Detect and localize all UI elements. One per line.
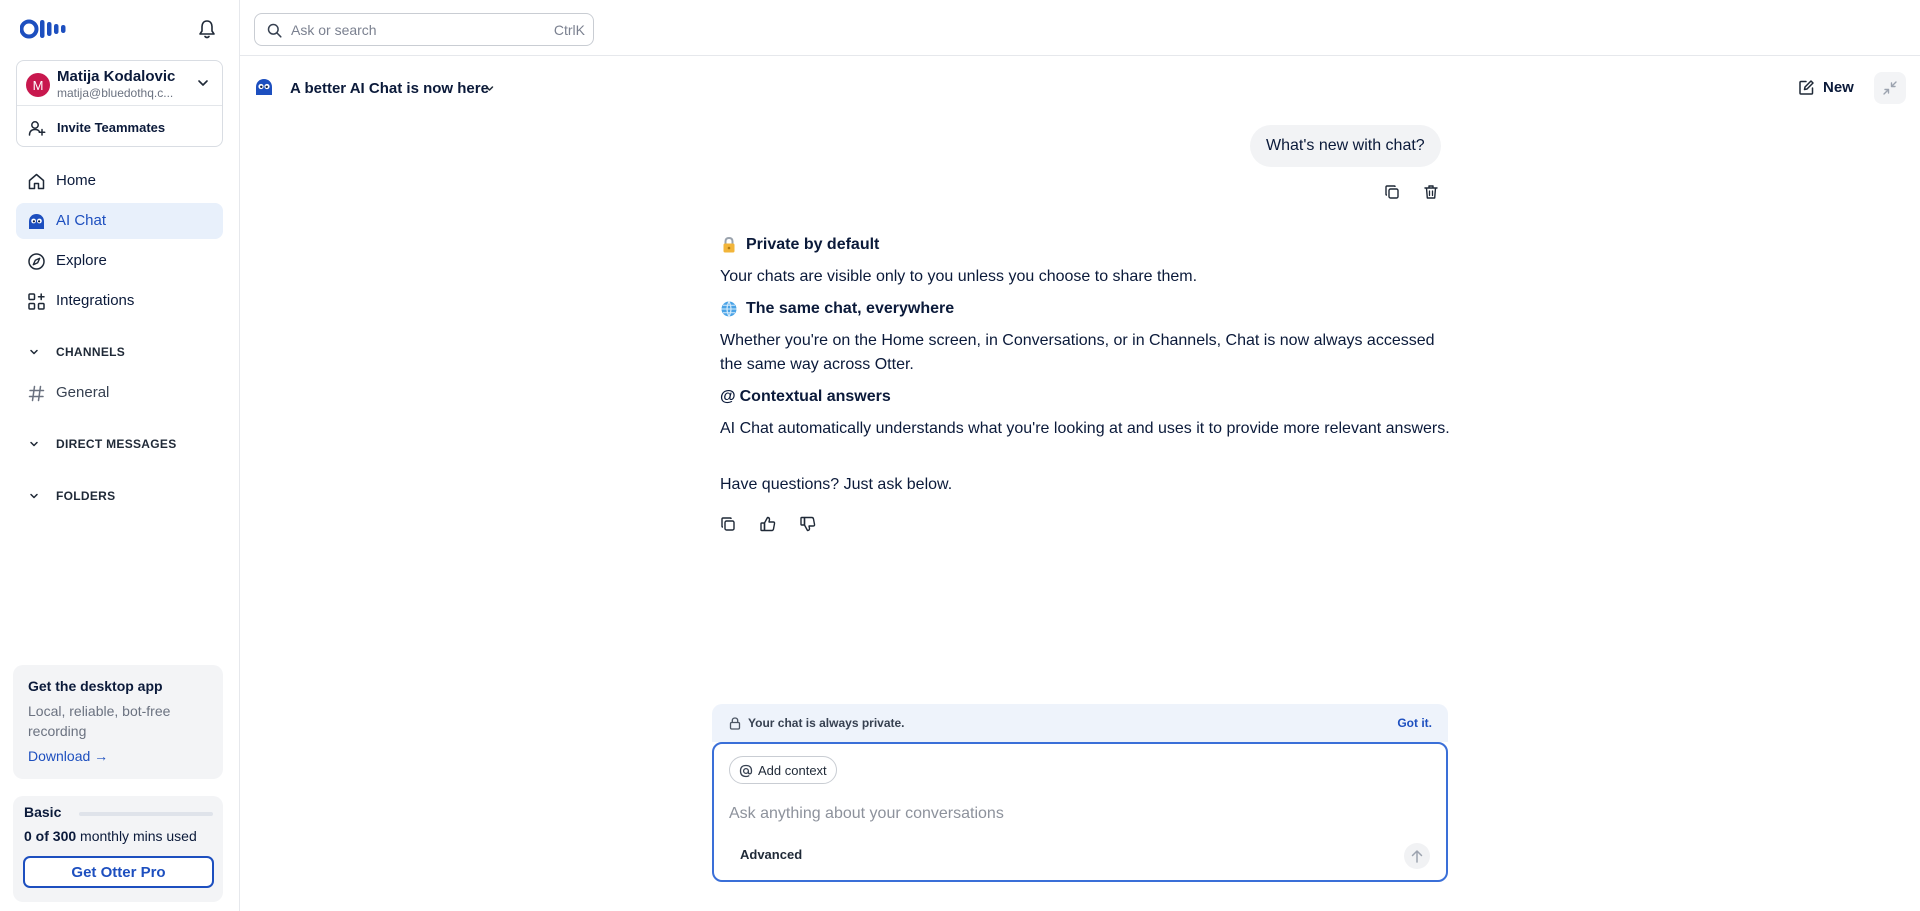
invite-teammates-label: Invite Teammates — [57, 120, 166, 135]
download-link[interactable]: Download → — [28, 748, 109, 764]
plan-card — [13, 796, 223, 902]
collapse-panel-button[interactable] — [1874, 72, 1906, 104]
chat-message-input[interactable] — [729, 802, 1419, 826]
answer-heading-everywhere — [720, 297, 954, 321]
section-label: DIRECT MESSAGES — [56, 437, 177, 451]
ai-chat-otter-icon — [27, 212, 46, 231]
section-label: CHANNELS — [56, 345, 126, 359]
answer-paragraph: AI Chat automatically understands what you're looking at and uses it to provide more relevant answers. — [720, 420, 1450, 437]
search-input[interactable] — [291, 20, 521, 40]
answer-heading-text: The same chat, everywhere — [746, 300, 955, 317]
compass-icon — [27, 252, 46, 271]
get-otter-pro-button[interactable]: Get Otter Pro — [23, 856, 214, 888]
sidebar-item-label: Home — [56, 172, 97, 189]
answer-heading-contextual — [720, 385, 891, 409]
section-channels-toggle[interactable] — [16, 340, 223, 364]
edit-icon — [1798, 79, 1815, 96]
sidebar-item-ai-chat[interactable] — [16, 203, 223, 239]
promo-title: Get the desktop app — [28, 678, 163, 694]
invite-teammates-button[interactable] — [17, 107, 222, 147]
section-folders-toggle[interactable] — [16, 484, 223, 508]
plan-name: Basic — [24, 804, 62, 820]
thumbs-up-icon[interactable] — [759, 515, 777, 533]
account-name: Matija Kodalovic — [57, 68, 176, 85]
promo-description: Local, reliable, bot-free recording — [28, 703, 171, 739]
answer-heading-private — [720, 233, 879, 257]
usage-text — [24, 828, 197, 844]
sidebar — [0, 0, 240, 911]
hashtag-icon — [27, 384, 46, 403]
globe-emoji-icon — [720, 300, 738, 318]
search-shortcut-hint: CtrlK — [553, 22, 585, 38]
section-direct-messages-toggle[interactable] — [16, 432, 223, 456]
usage-suffix: monthly mins used — [76, 828, 197, 844]
add-user-icon — [28, 119, 46, 137]
answer-heading-text: Private by default — [746, 236, 880, 253]
sidebar-item-integrations[interactable] — [16, 283, 223, 319]
chevron-down-icon — [28, 346, 40, 358]
chevron-down-icon — [28, 438, 40, 450]
sidebar-item-label: General — [56, 384, 110, 401]
notifications-bell-icon[interactable] — [197, 18, 217, 40]
chat-title-dropdown[interactable]: A better AI Chat is now here — [290, 80, 489, 97]
answer-closing: Have questions? Just ask below. — [720, 476, 953, 493]
sidebar-item-label: Integrations — [56, 292, 135, 309]
integrations-grid-icon — [27, 292, 46, 311]
chat-composer — [712, 742, 1448, 882]
sidebar-item-label: AI Chat — [56, 212, 107, 229]
add-context-label: Add context — [758, 762, 827, 778]
search-box[interactable] — [254, 13, 594, 46]
collapse-arrows-icon — [1883, 81, 1897, 95]
send-button[interactable] — [1404, 843, 1430, 869]
advanced-toggle[interactable]: Advanced — [740, 847, 803, 862]
chevron-down-icon[interactable] — [484, 83, 495, 94]
ai-chat-otter-icon — [254, 77, 274, 97]
answer-paragraph: Whether you're on the Home screen, in Conversations, or in Channels, Chat is now always accessed the same way across Otter. — [720, 332, 1435, 373]
sidebar-item-label: Explore — [56, 252, 107, 269]
account-card — [16, 60, 223, 147]
lock-icon — [729, 717, 741, 730]
usage-progress-bar — [79, 812, 213, 816]
private-chat-banner — [712, 704, 1448, 742]
chevron-down-icon — [28, 490, 40, 502]
topbar — [240, 0, 1920, 56]
home-icon — [27, 172, 46, 191]
chevron-down-icon — [196, 76, 210, 90]
trash-icon[interactable] — [1422, 183, 1440, 201]
answer-paragraph: Your chats are visible only to you unless you choose to share them. — [720, 268, 1198, 285]
desktop-app-promo — [13, 665, 223, 779]
add-context-button[interactable] — [729, 756, 837, 784]
thumbs-down-icon[interactable] — [799, 515, 817, 533]
lock-emoji-icon — [720, 236, 738, 254]
otter-logo[interactable] — [20, 18, 68, 40]
copy-icon[interactable] — [1383, 183, 1401, 201]
sidebar-item-home[interactable] — [16, 163, 223, 199]
at-sign-icon — [739, 764, 753, 778]
sidebar-item-channel-general[interactable] — [16, 375, 223, 411]
copy-icon[interactable] — [719, 515, 737, 533]
arrow-up-icon — [1411, 849, 1423, 863]
answer-heading-text: Contextual answers — [739, 388, 891, 405]
sidebar-item-explore[interactable] — [16, 243, 223, 279]
section-label: FOLDERS — [56, 489, 116, 503]
at-symbol: @ — [720, 388, 736, 405]
private-notice-text: Your chat is always private. — [748, 716, 905, 730]
user-message-bubble: What's new with chat? — [1250, 125, 1441, 167]
account-email: matija@bluedothq.c... — [57, 86, 174, 100]
new-chat-label: New — [1823, 79, 1854, 96]
avatar: M — [26, 73, 50, 97]
usage-count: 0 of 300 — [24, 828, 77, 844]
account-switcher[interactable] — [17, 61, 222, 106]
got-it-button[interactable]: Got it. — [1397, 716, 1432, 730]
search-icon — [267, 23, 282, 38]
